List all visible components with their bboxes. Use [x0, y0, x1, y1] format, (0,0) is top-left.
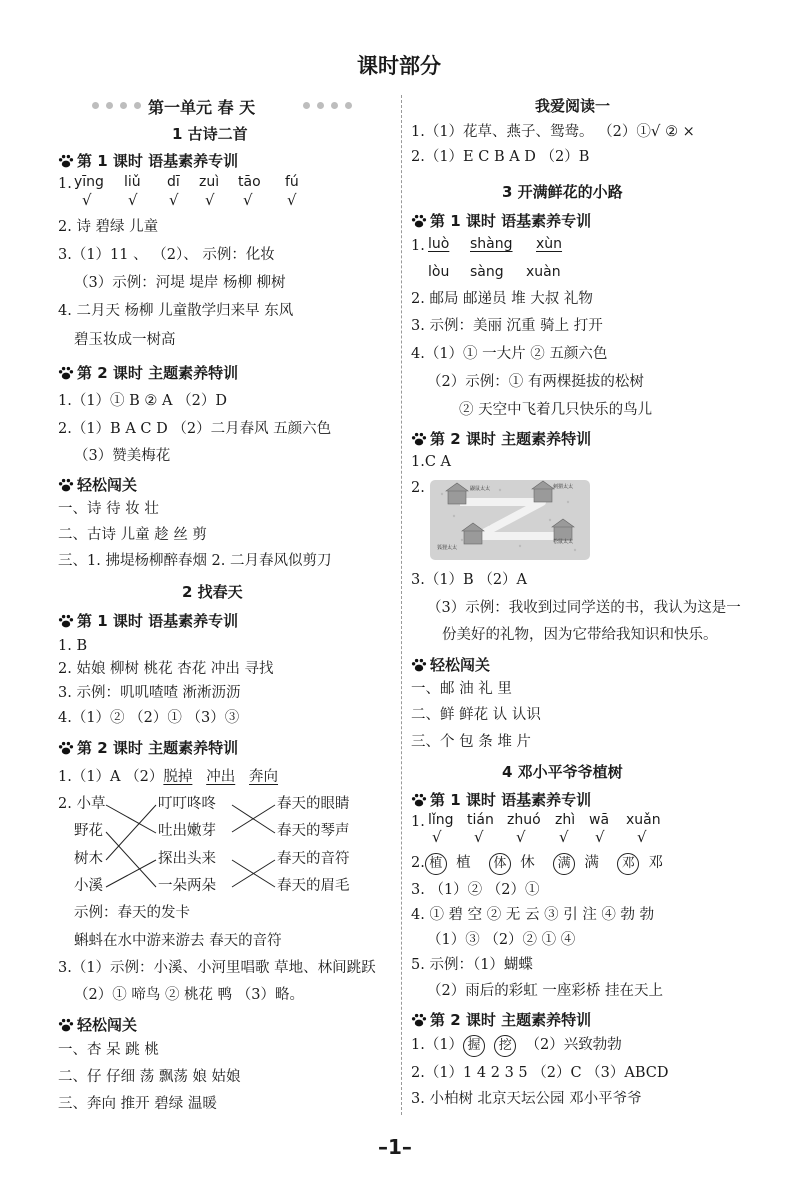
paw-icon: [58, 1018, 74, 1032]
circled-char: 握: [463, 1035, 485, 1057]
lesson-title: 4 邓小平爷爷植树: [502, 763, 623, 781]
lesson-title: 1 古诗二首: [172, 125, 248, 143]
dash-right: –: [401, 1135, 412, 1159]
answer-line: [411, 121, 695, 142]
circled-char: 植: [425, 853, 447, 875]
lesson-title: 2 找春天: [182, 583, 243, 601]
pinyin: zhì: [555, 812, 576, 828]
section-header: [411, 428, 591, 449]
match-mid-item: 叮叮咚咚: [158, 796, 216, 812]
pinyin: yīng: [74, 174, 104, 190]
answer-line: 3. （1）② （2）①: [411, 882, 540, 898]
answer-prefix: 1.（1）: [411, 1037, 464, 1053]
answer-line: 二、仔 仔细 荡 飘荡 娘 姑娘: [58, 1069, 241, 1085]
unit-title: 第一单元 春 天: [148, 98, 256, 117]
section-header-label: 第 1 课时 语基素养专训: [430, 791, 592, 809]
section-header-label: 轻松闯关: [77, 1016, 138, 1034]
section-header: [411, 1009, 591, 1030]
answer-line: 1.（1）① B ② A （2）D: [58, 393, 227, 409]
paw-icon: [411, 214, 427, 228]
check-mark: √: [82, 191, 92, 209]
plain-char: 邓: [648, 855, 664, 871]
section-header-label: 第 2 课时 主题素养特训: [430, 1011, 592, 1029]
answer-line: 示例：春天的发卡: [74, 905, 190, 921]
paw-icon: [411, 658, 427, 672]
match-mid-item: 吐出嫩芽: [158, 823, 216, 839]
answer-line: ② 天空中飞着几只快乐的鸟儿: [459, 402, 653, 418]
pinyin: shàng: [470, 236, 513, 252]
pinyin: wā: [589, 812, 610, 828]
answer-line: 1.: [411, 238, 425, 254]
answer-line: 4.（1）② （2）① （3）③: [58, 710, 240, 726]
answer-line: 份美好的礼物，因为它带给我知识和快乐。: [442, 627, 718, 643]
pinyin: lòu: [428, 264, 450, 280]
answer-line: （2）示例：① 有两棵挺拔的松树: [427, 374, 644, 390]
answer-line: 3.（1）B （2）A: [411, 572, 528, 588]
answer-line: 4.（1）① 一大片 ② 五颜六色: [411, 346, 608, 362]
match-left-item: 小溪: [74, 878, 103, 894]
page-number-value: 1: [388, 1135, 402, 1159]
answer-line: 3.（1）示例：小溪、小河里唱歌 草地、林间跳跃: [58, 960, 376, 976]
answer-line: [411, 1035, 622, 1057]
answer-line: 2.（1）1 4 2 3 5 （2）C （3）ABCD: [411, 1065, 669, 1081]
pinyin: dī: [167, 174, 180, 190]
map-label: 刺猬太太: [553, 484, 574, 490]
answer-line: 蝌蚪在水中游来游去 春天的音符: [74, 933, 282, 949]
match-left-item: 2. 小草: [58, 796, 106, 812]
answer-line: 1.: [58, 176, 72, 192]
lesson-title: 3 开满鲜花的小路: [502, 183, 623, 201]
answer-line: 5. 示例：（1）蝴蝶: [411, 957, 533, 973]
section-header-label: 第 1 课时 语基素养专训: [77, 612, 239, 630]
match-left-item: 树木: [74, 851, 103, 867]
match-right-item: 春天的眉毛: [277, 878, 350, 894]
circled-char: 体: [489, 853, 511, 875]
answer-line: 一、诗 待 妆 壮: [58, 501, 159, 517]
section-header: [58, 1014, 137, 1035]
pinyin: xùn: [536, 236, 563, 252]
pinyin: fú: [285, 174, 299, 190]
match-left-item: 野花: [74, 823, 103, 839]
circled-char: 挖: [494, 1035, 516, 1057]
answer-line: 碧玉妆成一树高: [74, 332, 176, 348]
column-divider: [401, 95, 402, 1115]
answer-line: 3.（1）11 、 （2）、 示例：化妆: [58, 247, 275, 263]
section-header: [411, 654, 490, 675]
answer-line: 二、古诗 儿童 趁 丝 剪: [58, 527, 207, 543]
answer-line: 2. 植 植 体 休 满 满 邓 邓: [411, 853, 663, 875]
answer-line: 3. 示例：美丽 沉重 骑上 打开: [411, 318, 603, 334]
matching-lines: [0, 0, 400, 1000]
plain-char: 休: [520, 855, 535, 871]
plain-char: 植: [456, 855, 471, 871]
paw-icon: [411, 793, 427, 807]
check-mark: √: [637, 828, 647, 846]
check-mark: √: [650, 122, 661, 140]
answer-line: （2）① 啼鸟 ② 桃花 鸭 （3）略。: [74, 987, 304, 1003]
pinyin: tián: [467, 812, 494, 828]
answer-line: 2. 邮局 邮递员 堆 大叔 礼物: [411, 291, 593, 307]
match-right-item: 春天的音符: [277, 851, 350, 867]
underlined-word: 冲出: [206, 769, 236, 785]
answer-prefix: 1.（1）A （2）: [58, 769, 164, 785]
check-mark: √: [243, 191, 253, 209]
map-label: 松鼠太太: [553, 539, 574, 545]
section-header: [411, 210, 591, 231]
answer-line: 三、1. 拂堤杨柳醉春烟 2. 二月春风似剪刀: [58, 553, 332, 569]
answer-line: 二、鲜 鲜花 认 认识: [411, 707, 541, 723]
pinyin: xuàn: [526, 264, 561, 280]
answer-text: （2）兴致勃勃: [525, 1037, 622, 1053]
answer-line: 一、杏 呆 跳 桃: [58, 1042, 159, 1058]
paw-icon: [411, 1013, 427, 1027]
pinyin: sàng: [470, 264, 504, 280]
answer-line: 一、邮 油 礼 里: [411, 681, 512, 697]
answer-line: 1.: [411, 814, 425, 830]
answer-line: （2）雨后的彩虹 一座彩桥 挂在天上: [427, 983, 663, 999]
pinyin: zhuó: [507, 812, 541, 828]
answer-line: 4. 二月天 杨柳 儿童散学归来早 东风: [58, 303, 294, 319]
answer-line: 1. B: [58, 638, 88, 654]
answer-line: 4. ① 碧 空 ② 无 云 ③ 引 注 ④ 勃 勃: [411, 907, 655, 923]
underlined-word: 奔向: [249, 769, 279, 785]
map-label: 狐狸太太: [437, 545, 458, 551]
answer-line: （3）赞美梅花: [74, 448, 171, 464]
answer-line: 2.（1）B A C D （2）二月春风 五颜六色: [58, 421, 332, 437]
pinyin: lǐng: [428, 812, 454, 828]
section-header-label: 第 1 课时 语基素养专训: [430, 212, 592, 230]
section-header-label: 第 2 课时 主题素养特训: [77, 739, 239, 757]
plain-char: 满: [584, 855, 599, 871]
answer-line: 3. 小柏树 北京天坛公园 邓小平爷爷: [411, 1091, 642, 1107]
pinyin: zuì: [199, 174, 220, 190]
page-title: 课时部分: [357, 54, 441, 78]
answer-line: 2.: [411, 480, 425, 496]
answer-line: （3）示例：我收到过同学送的书，我认为这是一: [427, 600, 741, 616]
answer-line: 2.（1）E C B A D （2）B: [411, 149, 590, 165]
section-header-label: 轻松闯关: [430, 656, 491, 674]
map-label: 鼹鼠太太: [470, 486, 491, 492]
check-mark: √: [432, 828, 442, 846]
check-mark: √: [169, 191, 179, 209]
answer-line: 2. 诗 碧绿 儿童: [58, 219, 159, 235]
circled-char: 邓: [617, 853, 639, 875]
answer-line: （3）示例：河堤 堤岸 杨柳 柳树: [74, 275, 286, 291]
pinyin: liǔ: [124, 174, 141, 190]
pinyin: xuǎn: [626, 812, 661, 828]
answer-line: 三、奔向 推开 碧绿 温暖: [58, 1096, 217, 1112]
section-header-label: 轻松闯关: [77, 476, 138, 494]
page-number: [378, 1135, 412, 1159]
answer-text: 1.（1）花草、燕子、鸳鸯。 （2）①: [411, 124, 651, 140]
match-mid-item: 一朵两朵: [158, 878, 216, 894]
answer-line: 3. 示例：叽叽喳喳 淅淅沥沥: [58, 685, 241, 701]
paw-icon: [411, 432, 427, 446]
check-mark: √: [595, 828, 605, 846]
match-right-item: 春天的琴声: [277, 823, 350, 839]
answer-line: 1.C A: [411, 454, 452, 470]
check-mark: √: [474, 828, 484, 846]
answer-text: ② ×: [660, 124, 695, 140]
section-title: 我爱阅读一: [535, 97, 611, 115]
section-header-label: 第 2 课时 主题素养特训: [430, 430, 592, 448]
check-mark: √: [516, 828, 526, 846]
check-mark: √: [128, 191, 138, 209]
answer-line: 三、个 包 条 堆 片: [411, 734, 531, 750]
dash-left: –: [378, 1135, 388, 1159]
pinyin: luò: [428, 236, 450, 252]
check-mark: √: [287, 191, 297, 209]
section-header-label: 第 1 课时 语基素养专训: [77, 152, 239, 170]
answer-line: 2. 姑娘 柳树 桃花 杏花 冲出 寻找: [58, 661, 274, 677]
circled-char: 满: [553, 853, 575, 875]
check-mark: √: [205, 191, 215, 209]
answer-line: （1）③ （2）② ① ④: [427, 932, 576, 948]
pinyin: tāo: [238, 174, 261, 190]
section-header-label: 第 2 课时 主题素养特训: [77, 364, 239, 382]
section-header: [411, 789, 591, 810]
underlined-word: 脱掉: [163, 769, 193, 785]
match-right-item: 春天的眼睛: [277, 796, 350, 812]
check-mark: √: [559, 828, 569, 846]
match-mid-item: 探出头来: [158, 851, 216, 867]
